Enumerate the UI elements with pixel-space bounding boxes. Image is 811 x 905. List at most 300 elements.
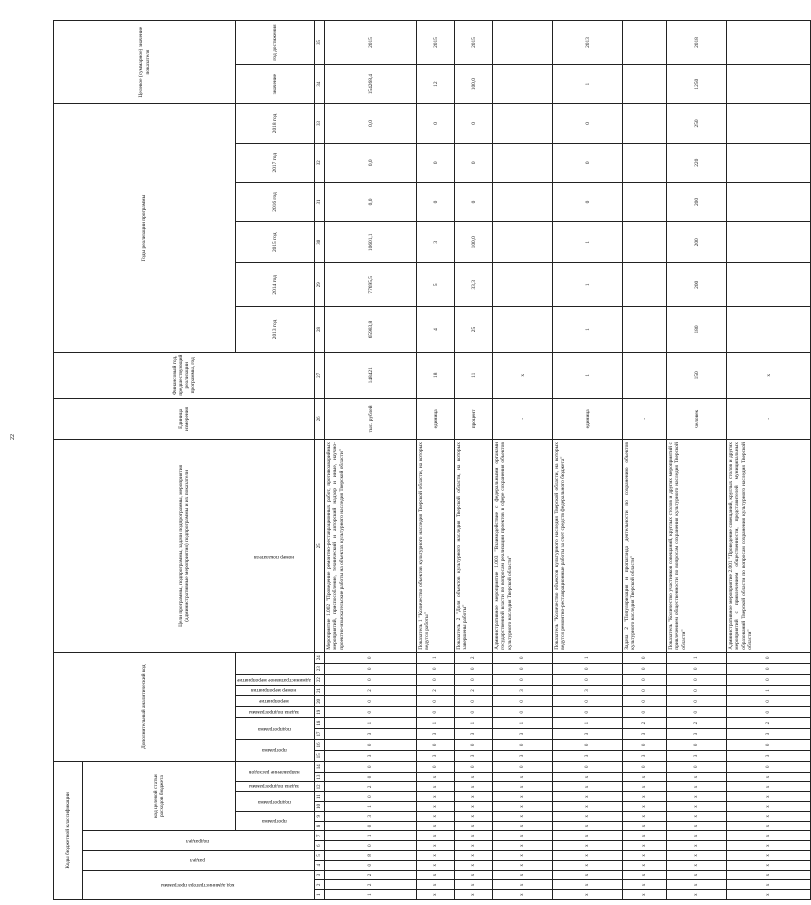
code-cell: 3: [325, 811, 417, 821]
code-cell: 0: [455, 761, 493, 772]
unit-cell: тыс. рублей: [325, 398, 417, 439]
y2013-cell: 180: [667, 307, 727, 353]
an-subprogram-header: подпрограмма: [257, 725, 291, 732]
y2014-cell: 1: [553, 263, 623, 307]
finance-year-header: Финансовый год, предшествующий реализации программы, год: [54, 352, 315, 398]
code-cell: x: [727, 841, 811, 851]
target-cell: [623, 65, 667, 104]
code-subsection-header: подраздел: [185, 837, 210, 844]
unit-cell: единица: [417, 398, 455, 439]
y2015-cell: [623, 222, 667, 263]
code-cell: 1: [325, 890, 417, 900]
code-cell: 2: [417, 685, 455, 696]
code-cell: 0: [623, 739, 667, 750]
code-cell: 0: [325, 739, 417, 750]
description-cell: Показатель "Количество участников совещаний, круглых столов и других мероприятий с привлечением общественности по вопросам сохранения культурного наследия Тверской области": [667, 440, 727, 653]
code-cell: x: [727, 772, 811, 782]
code-cell: x: [667, 821, 727, 831]
code-cell: x: [727, 831, 811, 841]
code-cell: x: [623, 851, 667, 861]
code-cell: 3: [417, 729, 455, 740]
code-cell: 1: [325, 718, 417, 729]
code-cell: x: [623, 841, 667, 851]
y2018-cell: 0,0: [325, 104, 417, 143]
code-cell: 0: [417, 663, 455, 674]
code-cell: x: [623, 811, 667, 821]
code-cell: x: [493, 860, 553, 870]
column-number: 30: [315, 222, 325, 263]
code-cell: 0: [325, 652, 417, 663]
code-cell: 1: [493, 718, 553, 729]
code-cell: 0: [727, 739, 811, 750]
y2017-cell: 0,0: [325, 143, 417, 182]
y2014-cell: [493, 263, 553, 307]
code-cell: 3: [623, 729, 667, 740]
y2016-cell: 0: [455, 182, 493, 221]
y2014-cell: 5: [417, 263, 455, 307]
y2017-cell: [493, 143, 553, 182]
unit-cell: -: [727, 398, 811, 439]
column-number: 4: [315, 860, 325, 870]
code-cell: x: [493, 880, 553, 890]
code-cell: 2: [667, 718, 727, 729]
code-cell: 0: [553, 696, 623, 707]
table-row: [553, 21, 623, 900]
code-cell: 0: [417, 674, 455, 685]
y2015-cell: [727, 222, 811, 263]
code-cell: x: [727, 870, 811, 880]
prev-cell: 18: [417, 352, 455, 398]
code-cell: x: [623, 860, 667, 870]
y2016-cell: 0: [553, 182, 623, 221]
code-cell: x: [455, 860, 493, 870]
y2015-cell: 100,0: [455, 222, 493, 263]
code-cell: 0: [455, 674, 493, 685]
code-cell: x: [493, 831, 553, 841]
y2017-cell: [623, 143, 667, 182]
code-cell: 3: [727, 729, 811, 740]
y2014-cell: 200: [667, 263, 727, 307]
column-number: 27: [315, 352, 325, 398]
table-row: [623, 21, 667, 900]
code-cell: 3: [417, 750, 455, 761]
target-value-header: значение: [236, 65, 315, 104]
analytic-code-header: Дополнительный аналитический код: [54, 652, 236, 761]
code-cell: 0: [727, 696, 811, 707]
code-cell: 0: [493, 652, 553, 663]
target-year-cell: 2013: [553, 21, 623, 65]
code-cell: 1: [553, 718, 623, 729]
prev-cell: x: [493, 352, 553, 398]
code-cell: 3: [493, 750, 553, 761]
code-cell: x: [417, 870, 455, 880]
code-cell: x: [455, 772, 493, 782]
unit-cell: человек: [667, 398, 727, 439]
code-cell: x: [667, 782, 727, 792]
description-cell: Показатель 1 "Количество объектов культурного наследия Тверской области, на которых ведутся работы": [417, 440, 455, 653]
code-cell: 0: [325, 860, 417, 870]
code-cell: x: [553, 831, 623, 841]
prev-cell: 148421: [325, 352, 417, 398]
code-cell: 1: [417, 718, 455, 729]
y2017-cell: 0: [417, 143, 455, 182]
y2014-cell: 77695,5: [325, 263, 417, 307]
column-number: 33: [315, 104, 325, 143]
code-cell: x: [623, 831, 667, 841]
code-cell: 3: [553, 750, 623, 761]
code-cell: x: [667, 870, 727, 880]
code-cell: 0: [493, 739, 553, 750]
code-cell: x: [455, 841, 493, 851]
budget-codes-header: Коды бюджетной классификации: [54, 761, 83, 899]
code-cell: 0: [667, 674, 727, 685]
code-cell: x: [455, 821, 493, 831]
column-number: 32: [315, 143, 325, 182]
target-year-cell: [727, 21, 811, 65]
code-program-header: программа: [261, 818, 287, 825]
y2015-cell: 200: [667, 222, 727, 263]
code-cell: 0: [667, 739, 727, 750]
table-row: [493, 21, 553, 900]
code-cell: 3: [455, 750, 493, 761]
code-cell: 0: [493, 696, 553, 707]
y2016-cell: [493, 182, 553, 221]
code-cell: 0: [553, 761, 623, 772]
column-number: 18: [315, 718, 325, 729]
prev-cell: [623, 352, 667, 398]
column-number: 8: [315, 821, 325, 831]
y2017-cell: [727, 143, 811, 182]
year-2016-header: 2016 год: [236, 182, 315, 221]
an-measure-header: мероприятие: [259, 698, 289, 705]
code-cell: x: [493, 870, 553, 880]
code-cell: x: [667, 880, 727, 890]
code-cell: x: [417, 841, 455, 851]
code-cell: 2: [455, 685, 493, 696]
column-number: 6: [315, 841, 325, 851]
column-number: 7: [315, 831, 325, 841]
code-cell: 0: [667, 663, 727, 674]
column-number-row: [315, 21, 325, 900]
code-cell: 0: [417, 739, 455, 750]
column-number: 19: [315, 707, 325, 718]
y2016-cell: [623, 182, 667, 221]
code-cell: x: [667, 860, 727, 870]
description-cell: Задача 2 "Популяризация и пропаганда деятельности по сохранению объектов культурного наследия Тверской области": [623, 440, 667, 653]
code-cell: x: [493, 890, 553, 900]
code-cell: 0: [667, 685, 727, 696]
target-year-cell: 2015: [417, 21, 455, 65]
code-cell: 0: [493, 707, 553, 718]
y2017-cell: 0: [455, 143, 493, 182]
column-number: 26: [315, 398, 325, 439]
column-number: 34: [315, 65, 325, 104]
code-cell: x: [417, 880, 455, 890]
code-cell: 0: [727, 652, 811, 663]
code-cell: x: [417, 851, 455, 861]
code-cell: x: [493, 811, 553, 821]
code-cell: x: [417, 831, 455, 841]
code-cell: x: [727, 860, 811, 870]
code-cell: 0: [623, 652, 667, 663]
code-cell: 0: [455, 663, 493, 674]
code-cell: 0: [667, 707, 727, 718]
rotated-page: [53, 20, 772, 900]
target-cell: [493, 65, 553, 104]
code-cell: 1: [325, 831, 417, 841]
code-cell: 1: [325, 802, 417, 812]
code-cell: x: [493, 782, 553, 792]
prev-cell: 11: [455, 352, 493, 398]
year-2014-header: 2014 год: [236, 263, 315, 307]
code-cell: x: [493, 772, 553, 782]
code-cell: 3: [455, 729, 493, 740]
code-cell: 2: [325, 782, 417, 792]
code-cell: x: [455, 782, 493, 792]
code-cell: x: [667, 802, 727, 812]
code-cell: 0: [493, 674, 553, 685]
y2017-cell: 0: [553, 143, 623, 182]
code-cell: 1: [727, 685, 811, 696]
code-cell: 0: [727, 707, 811, 718]
code-cell: 8: [325, 851, 417, 861]
column-number: 29: [315, 263, 325, 307]
y2013-cell: [493, 307, 553, 353]
code-cell: x: [455, 811, 493, 821]
description-cell: Административное мероприятие 1.003 "Взаимодействие с федеральными органами государственной власти по вопросам реализации проектов в сфере сохранения объектов культурного наследия Тверской области": [493, 440, 553, 653]
y2017-cell: 220: [667, 143, 727, 182]
column-number: 25: [315, 440, 325, 653]
y2014-cell: [727, 263, 811, 307]
code-cell: 0: [553, 663, 623, 674]
an-indicator-header: номер показателя: [253, 553, 295, 560]
code-cell: 0: [325, 761, 417, 772]
column-number: 20: [315, 696, 325, 707]
code-cell: 1: [667, 652, 727, 663]
code-cell: x: [667, 792, 727, 802]
column-number: 16: [315, 739, 325, 750]
y2013-cell: [727, 307, 811, 353]
code-cell: x: [417, 792, 455, 802]
code-cell: x: [623, 772, 667, 782]
code-cell: 0: [667, 761, 727, 772]
code-cell: 0: [493, 663, 553, 674]
code-cell: x: [455, 870, 493, 880]
y2013-cell: 25: [455, 307, 493, 353]
prev-cell: 1: [553, 352, 623, 398]
code-cell: x: [417, 890, 455, 900]
code-cell: 0: [493, 761, 553, 772]
unit-cell: единица: [553, 398, 623, 439]
y2018-cell: 0: [417, 104, 455, 143]
code-cell: 2: [325, 685, 417, 696]
unit-cell: процент: [455, 398, 493, 439]
an-program-header: программа: [261, 747, 287, 754]
code-section-header: раздел: [189, 857, 205, 864]
code-cell: 0: [325, 696, 417, 707]
year-2018-header: 2018 год: [236, 104, 315, 143]
code-cell: x: [455, 890, 493, 900]
y2014-cell: 33,3: [455, 263, 493, 307]
code-cell: 2: [623, 718, 667, 729]
code-cell: x: [727, 792, 811, 802]
description-cell: Показатель 2 "Доля объектов культурного наследия Тверской области, на которых завершены работы": [455, 440, 493, 653]
prev-cell: 150: [667, 352, 727, 398]
code-cell: x: [623, 880, 667, 890]
description-cell: Административное мероприятие 2.001 "Проведение совещаний, круглых столов и других мероприятий с привлечением общественности, представителей муниципальных образований Тверской области по вопросам сохранения культурного наследия Тверской области": [727, 440, 811, 653]
y2015-cell: [493, 222, 553, 263]
an-admin-header: административное мероприятие: [237, 676, 311, 683]
code-cell: x: [455, 880, 493, 890]
y2018-cell: [623, 104, 667, 143]
target-cell: 1: [553, 65, 623, 104]
code-cell: x: [417, 782, 455, 792]
code-cell: 0: [727, 663, 811, 674]
code-cell: 0: [727, 761, 811, 772]
y2018-cell: 0: [553, 104, 623, 143]
code-cell: x: [493, 851, 553, 861]
code-cell: 1: [417, 652, 455, 663]
code-cell: x: [623, 792, 667, 802]
code-direction-header: направление расходов: [248, 768, 300, 775]
code-cell: x: [553, 792, 623, 802]
y2016-cell: 0: [417, 182, 455, 221]
code-cell: 0: [455, 739, 493, 750]
table-row: [727, 21, 811, 900]
year-2017-header: 2017 год: [236, 143, 315, 182]
code-cell: 3: [325, 750, 417, 761]
code-cell: x: [727, 811, 811, 821]
target-header: Целевое (суммарное) значение показателя: [54, 21, 236, 104]
target-cell: 154268,4: [325, 65, 417, 104]
table-body: [315, 21, 811, 900]
code-cell: 0: [623, 696, 667, 707]
y2018-cell: [727, 104, 811, 143]
prev-cell: x: [727, 352, 811, 398]
code-cell: 0: [455, 696, 493, 707]
code-cell: x: [623, 821, 667, 831]
code-task-header: задача подпрограммы: [248, 783, 299, 790]
column-number: 31: [315, 182, 325, 221]
code-cell: 3: [667, 729, 727, 740]
y2015-cell: 1: [553, 222, 623, 263]
code-cell: x: [493, 821, 553, 831]
column-number: 24: [315, 652, 325, 663]
year-2015-header: 2015 год: [236, 222, 315, 263]
code-cell: x: [417, 821, 455, 831]
target-cell: 100,0: [455, 65, 493, 104]
y2016-cell: [727, 182, 811, 221]
code-cell: x: [667, 841, 727, 851]
table-row: [417, 21, 455, 900]
code-cell: x: [727, 880, 811, 890]
code-cell: 0: [417, 696, 455, 707]
column-number: 35: [315, 21, 325, 65]
code-cell: x: [417, 860, 455, 870]
unit-header: Единица измерения: [54, 398, 315, 439]
code-cell: x: [553, 802, 623, 812]
code-cell: x: [727, 821, 811, 831]
description-cell: Показатель "Количество объектов культурного наследия Тверской области, на которых ведутся ремонтно-реставрационные работы за счет средств федерального бюджета": [553, 440, 623, 653]
column-number: 22: [315, 674, 325, 685]
column-number: 14: [315, 761, 325, 772]
y2018-cell: 0: [455, 104, 493, 143]
code-cell: x: [667, 890, 727, 900]
target-cell: 12: [417, 65, 455, 104]
code-cell: 0: [623, 674, 667, 685]
code-cell: 0: [325, 772, 417, 782]
column-number: 10: [315, 802, 325, 812]
column-number: 21: [315, 685, 325, 696]
code-cell: x: [455, 802, 493, 812]
code-cell: 0: [623, 707, 667, 718]
column-number: 23: [315, 663, 325, 674]
y2013-cell: 65983,8: [325, 307, 417, 353]
code-cell: 0: [553, 674, 623, 685]
column-number: 1: [315, 890, 325, 900]
y2018-cell: 250: [667, 104, 727, 143]
target-year-cell: 2015: [455, 21, 493, 65]
code-cell: 0: [667, 696, 727, 707]
code-cell: 3: [493, 729, 553, 740]
target-cell: [727, 65, 811, 104]
y2013-cell: [623, 307, 667, 353]
code-cell: 3: [325, 729, 417, 740]
y2013-cell: 4: [417, 307, 455, 353]
code-cell: 3: [553, 685, 623, 696]
code-cell: x: [553, 772, 623, 782]
column-number: 28: [315, 307, 325, 353]
y2015-cell: 3: [417, 222, 455, 263]
code-cell: 0: [325, 841, 417, 851]
code-cell: 3: [667, 750, 727, 761]
code-cell: x: [493, 792, 553, 802]
code-cell: 2: [325, 880, 417, 890]
target-year-cell: [623, 21, 667, 65]
code-cell: x: [623, 890, 667, 900]
y2013-cell: 1: [553, 307, 623, 353]
code-cell: x: [553, 860, 623, 870]
table-row: [667, 21, 727, 900]
code-admin-header: код администратора программы: [160, 881, 235, 888]
target-cell: 1250: [667, 65, 727, 104]
column-number: 13: [315, 772, 325, 782]
column-number: 5: [315, 851, 325, 861]
code-cell: x: [417, 772, 455, 782]
page-number: 22: [10, 434, 16, 440]
y2018-cell: [493, 104, 553, 143]
code-cell: 0: [325, 707, 417, 718]
code-cell: x: [553, 870, 623, 880]
code-cell: x: [417, 811, 455, 821]
code-cell: x: [553, 890, 623, 900]
code-cell: 0: [325, 792, 417, 802]
y2015-cell: 10601,1: [325, 222, 417, 263]
code-cell: x: [455, 792, 493, 802]
target-year-cell: 2015: [325, 21, 417, 65]
table-row: [455, 21, 493, 900]
code-cell: x: [667, 811, 727, 821]
code-cell: x: [493, 802, 553, 812]
table-row: [325, 21, 417, 900]
code-cell: 0: [325, 821, 417, 831]
years-header: Годы реализации программы: [54, 104, 236, 353]
code-cell: x: [417, 802, 455, 812]
code-cell: x: [623, 870, 667, 880]
code-cell: x: [727, 890, 811, 900]
code-cell: 1: [553, 652, 623, 663]
code-cell: 3: [727, 750, 811, 761]
